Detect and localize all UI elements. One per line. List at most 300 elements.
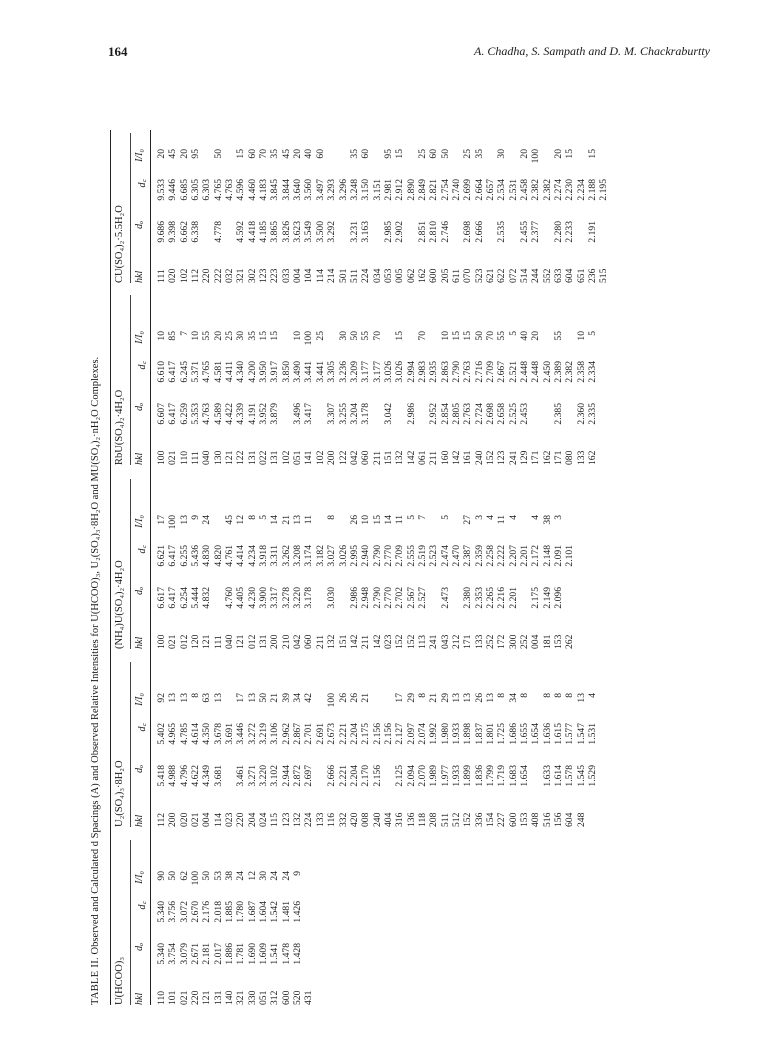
table-cell: 55	[496, 331, 508, 341]
table-cell: 2.986	[348, 587, 360, 609]
table-cell: 4.596	[235, 179, 247, 201]
table-cell: 3.497	[314, 179, 326, 201]
table-cell: 8	[496, 693, 508, 698]
table-cell: 131	[212, 990, 224, 1005]
table-cell: 060	[360, 450, 372, 465]
table-cell: 651	[575, 268, 587, 283]
table-cell: 1.836	[473, 765, 485, 787]
table-cell	[372, 149, 383, 171]
table-cell: 5.353	[190, 403, 202, 425]
table-cell: 34	[292, 693, 304, 703]
table-cell: 2.335	[587, 403, 599, 425]
table-cell: 1.886	[224, 943, 236, 965]
table-cell: 12	[246, 871, 258, 881]
table-cell: 5	[405, 515, 417, 520]
column-header-hkl: hkl	[134, 636, 145, 649]
table-cell: 2.201	[519, 545, 530, 567]
table-cell: 404	[382, 812, 394, 827]
table-cell: 120	[190, 634, 202, 649]
table-cell: 604	[564, 812, 576, 827]
table-cell: 1.992	[428, 723, 440, 745]
table-cell: 6.305	[190, 179, 202, 201]
table-cell: 10	[190, 331, 202, 341]
column-header-intensity: I/I₀	[134, 149, 145, 162]
table-cell: 5.402	[156, 723, 167, 745]
table-cell: 4.988	[167, 765, 179, 787]
table-cell: 2.940	[360, 545, 372, 567]
table-cell: 004	[292, 268, 304, 283]
table-cell: 2.170	[360, 765, 372, 787]
column-5-d-calc	[156, 179, 610, 215]
table-cell: 600	[507, 812, 519, 827]
column-2-intensity	[156, 693, 598, 715]
table-cell: 3.231	[348, 221, 360, 243]
table-cell: 27	[462, 515, 474, 525]
table-cell: 1.933	[450, 723, 462, 745]
table-cell: 012	[246, 634, 258, 649]
table-cell: 3.317	[269, 587, 281, 609]
table-cell: 1.478	[280, 943, 292, 965]
table-cell: 3.292	[326, 221, 338, 243]
table-cell: 3.204	[348, 403, 360, 425]
table-cell: 15	[587, 149, 599, 159]
table-cell: 2.453	[519, 403, 530, 425]
table-cell: 2.091	[553, 545, 565, 567]
table-cell: 6.417	[167, 587, 179, 609]
table-cell: 70	[484, 331, 496, 341]
table-cell: 3.900	[258, 587, 270, 609]
table-cell: 60	[360, 149, 372, 159]
table-cell: 2.697	[303, 765, 315, 787]
table-cell: 110	[156, 990, 167, 1005]
table-cell: 2.691	[314, 723, 326, 745]
table-cell: 129	[519, 450, 530, 465]
table-cell: 4.339	[235, 403, 247, 425]
table-cell: 2.534	[496, 179, 508, 201]
table-cell: 200	[167, 812, 179, 827]
table-cell: 2.175	[530, 587, 542, 609]
table-cell: 20	[519, 149, 530, 159]
table-cell: 2.125	[394, 765, 406, 787]
table-cell: 42	[303, 693, 315, 703]
table-cell: 162	[541, 450, 553, 465]
column-1-intensity	[156, 871, 303, 893]
table-cell: 3.072	[178, 901, 190, 923]
table-cell: 2.385	[553, 403, 565, 425]
table-cell: 1.780	[235, 901, 247, 923]
table-cell: 14	[269, 515, 281, 525]
table-cell: 15	[564, 149, 576, 159]
table-cell: 1.542	[269, 901, 281, 923]
table-cell: 1.683	[507, 765, 519, 787]
table-cell: 4.183	[258, 179, 270, 201]
table-cell: 4.230	[246, 587, 258, 609]
table-cell	[315, 765, 326, 801]
table-cell: 1.531	[587, 723, 599, 745]
table-cell: 633	[553, 268, 565, 283]
table-cell: 1.633	[541, 765, 553, 787]
table-cell: 1.719	[496, 765, 508, 787]
group-rule-4	[130, 295, 131, 465]
table-cell: 224	[360, 268, 372, 283]
table-cell	[542, 149, 553, 171]
table-cell: 3.293	[326, 179, 338, 201]
table-cell: 2.740	[450, 179, 462, 201]
group-title-2: U₂(SO₄)₃·8H₂O	[114, 760, 125, 827]
table-cell: 3.850	[280, 361, 292, 383]
table-cell: 2.470	[450, 545, 462, 567]
table-cell: 2.094	[405, 765, 417, 787]
table-cell: 4.592	[235, 221, 247, 243]
table-cell	[598, 221, 609, 257]
table-cell	[598, 149, 609, 171]
table-cell	[281, 331, 292, 353]
table-cell	[326, 331, 337, 353]
table-cell	[406, 331, 417, 353]
table-cell: 2.191	[587, 221, 599, 243]
table-cell: 5	[587, 331, 599, 336]
table-cell: 111	[190, 451, 202, 465]
table-cell: 034	[371, 268, 383, 283]
table-cell: 2.666	[473, 221, 485, 243]
table-cell: 1.885	[224, 901, 236, 923]
table-cell: 123	[496, 450, 508, 465]
table-cell: 240	[473, 450, 485, 465]
table-cell: 1.654	[519, 765, 530, 787]
table-cell: 55	[360, 331, 372, 341]
table-cell: 2.521	[507, 361, 519, 383]
table-cell: 171	[553, 450, 565, 465]
table-cell: 121	[224, 450, 236, 465]
table-cell	[428, 515, 439, 537]
table-cell	[326, 149, 337, 171]
table-cell: 3.640	[292, 179, 304, 201]
column-header-d-obs: dₒ	[134, 587, 145, 595]
table-cell: 30	[496, 149, 508, 159]
table-cell: 3.178	[303, 587, 315, 609]
table-cell: 123	[280, 812, 292, 827]
table-cell	[338, 149, 349, 171]
table-cell: 152	[394, 634, 406, 649]
group-rule-5	[130, 133, 131, 283]
table-cell: 70	[416, 331, 428, 341]
table-cell: 38	[224, 871, 236, 881]
table-cell: 30	[337, 331, 349, 341]
table-cell: 45	[280, 149, 292, 159]
table-cell: 6.617	[156, 587, 167, 609]
table-cell: 133	[473, 634, 485, 649]
table-cell: 223	[269, 268, 281, 283]
table-cell: 4.340	[235, 361, 247, 383]
table-cell: 8	[246, 515, 258, 520]
table-cell: 21	[360, 693, 372, 703]
column-header-d-calc: d꜀	[137, 545, 148, 554]
table-cell: 2.382	[564, 361, 576, 383]
table-cell: 312	[269, 990, 281, 1005]
table-cell	[451, 587, 462, 623]
table-cell: 123	[258, 268, 270, 283]
table-cell: 5.444	[190, 587, 202, 609]
table-cell: 102	[178, 268, 190, 283]
table-cell: 156	[553, 812, 565, 827]
table-cell: 3.678	[212, 723, 224, 745]
table-cell: 3.248	[348, 179, 360, 201]
table-cell: 2.821	[428, 179, 440, 201]
table-cell: 5	[258, 515, 270, 520]
table-cell: 043	[439, 634, 451, 649]
table-cell: 1.725	[496, 723, 508, 745]
table-cell: 262	[564, 634, 576, 649]
table-cell: 210	[280, 634, 292, 649]
table-cell: 4.405	[235, 587, 247, 609]
table-cell: 13	[178, 515, 190, 525]
table-cell: 3.262	[280, 545, 292, 567]
table-cell: 11	[394, 515, 406, 525]
table-cell: 101	[167, 990, 179, 1005]
table-cell: 2.018	[212, 901, 224, 923]
table-cell: 520	[292, 990, 304, 1005]
table-cell: 4.820	[212, 545, 224, 567]
table-cell: 3.865	[269, 221, 281, 243]
table-cell: 3.030	[326, 587, 338, 609]
table-cell	[315, 403, 326, 439]
table-cell: 3.178	[360, 403, 372, 425]
table-cell: 2.863	[439, 361, 451, 383]
table-cell: 021	[167, 634, 179, 649]
table-cell: 17	[235, 693, 247, 703]
table-cell: 6.417	[167, 545, 179, 567]
table-cell: 1.577	[564, 723, 576, 745]
table-cell: 154	[484, 812, 496, 827]
table-cell	[485, 221, 496, 257]
table-cell: 5.340	[156, 943, 167, 965]
table-cell: 241	[507, 450, 519, 465]
table-cell: 1.614	[553, 765, 565, 787]
table-cell: 3.844	[280, 179, 292, 201]
running-head: A. Chadha, S. Sampath and D. M. Chackraburtty	[474, 44, 710, 58]
table-cell: 3.441	[314, 361, 326, 383]
table-cell: 162	[587, 450, 599, 465]
table-cell: 102	[280, 450, 292, 465]
table-cell: 2.849	[416, 179, 428, 201]
table-cell: 515	[598, 268, 610, 283]
table-cell: 021	[178, 990, 190, 1005]
table-cell: 114	[212, 812, 224, 827]
table-cell: 26	[348, 693, 360, 703]
table-cell: 516	[541, 812, 553, 827]
table-cell: 4	[507, 515, 519, 520]
table-cell: 3.027	[326, 545, 338, 567]
table-cell: 45	[167, 149, 179, 159]
table-cell: 222	[212, 268, 224, 283]
table-cell: 4.965	[167, 723, 179, 745]
table-cell: 92	[156, 693, 167, 703]
column-header-d-calc: d꜀	[137, 723, 148, 732]
table-cell: 6.338	[190, 221, 202, 243]
column-header-d-calc: d꜀	[137, 361, 148, 370]
table-cell	[508, 149, 519, 171]
table-cell: 2.698	[484, 403, 496, 425]
table-cell: 3.220	[292, 587, 304, 609]
table-cell: 10	[292, 331, 304, 341]
table-cell: 50	[167, 871, 179, 881]
column-5-intensity	[156, 149, 610, 171]
table-cell	[519, 587, 530, 623]
table-cell: 70	[371, 331, 383, 341]
column-header-intensity: I/I₀	[134, 515, 145, 528]
table-cell: 2.519	[416, 545, 428, 567]
table-cell: 1.654	[530, 723, 542, 745]
table-cell: 15	[394, 149, 406, 159]
table-cell: 140	[224, 990, 236, 1005]
table-cell: 8	[326, 515, 338, 520]
table-cell: 4.765	[201, 361, 213, 383]
table-cell: 4.234	[246, 545, 258, 567]
table-cell: 220	[190, 990, 202, 1005]
table-cell	[519, 515, 530, 537]
table-cell: 040	[201, 450, 213, 465]
table-cell: 2.790	[371, 545, 383, 567]
table-cell: 4.796	[178, 765, 190, 787]
table-cell: 040	[224, 634, 236, 649]
table-cell: 2.667	[496, 361, 508, 383]
table-cell: 2.448	[530, 361, 542, 383]
table-cell: 50	[212, 149, 224, 159]
table-cell: 35	[269, 149, 281, 159]
table-cell: 511	[439, 812, 451, 827]
column-1-hkl	[156, 979, 315, 1005]
table-cell: 1.690	[246, 943, 258, 965]
table-cell: 021	[190, 812, 202, 827]
table-cell: 20	[292, 149, 304, 159]
table-cell: 6.610	[156, 361, 167, 383]
table-cell: 35	[246, 331, 258, 341]
table-cell: 2.770	[382, 545, 394, 567]
table-cell: 4.761	[224, 545, 236, 567]
table-cell: 118	[416, 812, 428, 827]
table-cell: 4.765	[212, 179, 224, 201]
table-cell: 25	[314, 331, 326, 341]
table-cell: 50	[258, 693, 270, 703]
table-cell: 131	[246, 450, 258, 465]
table-cell: 2.699	[462, 179, 474, 201]
table-cell: 512	[450, 812, 462, 827]
table-cell: 2.358	[575, 361, 587, 383]
table-cell: 2.149	[541, 587, 553, 609]
table-cell: 53	[212, 871, 224, 881]
table-cell: 4.581	[212, 361, 224, 383]
table-cell: 2.523	[428, 545, 440, 567]
column-4-d-obs	[156, 403, 598, 439]
table-cell: 2.948	[360, 587, 372, 609]
table-cell: 2.280	[553, 221, 565, 243]
table-cell: 005	[394, 268, 406, 283]
table-cell: 122	[337, 450, 349, 465]
table-cell: 2.754	[439, 179, 451, 201]
table-cell: 3.845	[269, 179, 281, 201]
table-cell: 1.578	[564, 765, 576, 787]
table-cell: 1.655	[519, 723, 530, 745]
table-cell: 6.607	[156, 403, 167, 425]
table-cell	[485, 149, 496, 171]
table-cell: 2.673	[326, 723, 338, 745]
table-cell: 241	[428, 634, 440, 649]
table-cell: 2.473	[439, 587, 451, 609]
table-cell	[564, 515, 575, 537]
table-cell: 211	[428, 450, 440, 465]
table-cell: 511	[348, 268, 360, 283]
table-cell: 25	[224, 331, 236, 341]
table-cell: 3.151	[371, 179, 383, 201]
table-cell: 2.525	[507, 403, 519, 425]
table-cell	[213, 587, 224, 623]
table-cell: 2.181	[201, 943, 213, 965]
table-cell: 3.102	[269, 765, 281, 787]
table-cell: 15	[450, 331, 462, 341]
table-cell: 2.387	[462, 545, 474, 567]
table-cell: 3.490	[292, 361, 304, 383]
table-cell: 224	[303, 812, 315, 827]
table-cell: 2.334	[587, 361, 599, 383]
table-cell: 3.756	[167, 901, 179, 923]
table-cell: 62	[178, 871, 190, 881]
table-cell: 2.867	[292, 723, 304, 745]
table-cell: 35	[473, 149, 485, 159]
table-cell: 9.446	[167, 179, 179, 201]
column-4-hkl	[156, 439, 598, 465]
table-cell: 3.754	[167, 943, 179, 965]
table-cell: 1.799	[484, 765, 496, 787]
table-cell: 2.450	[541, 361, 553, 383]
table-cell	[451, 221, 462, 257]
table-cell: 004	[201, 812, 213, 827]
table-cell: 111	[156, 269, 167, 283]
column-header-d-obs: dₒ	[134, 943, 145, 951]
table-cell: 7	[416, 515, 428, 520]
table-cell: 042	[348, 450, 360, 465]
table-cell: 2.555	[405, 545, 417, 567]
table-cell: 7	[178, 331, 190, 336]
table-cell: 3.174	[303, 545, 315, 567]
table-cell: 4.414	[235, 545, 247, 567]
table-cell: 2.204	[348, 765, 360, 787]
table-cell: 70	[258, 149, 270, 159]
table-cell: 3.177	[360, 361, 372, 383]
table-cell	[224, 765, 235, 801]
table-cell: 5.371	[190, 361, 202, 383]
table-cell: 100	[156, 634, 167, 649]
table-cell: 4.589	[212, 403, 224, 425]
table-cell: 2.101	[564, 545, 576, 567]
table-cell: 160	[439, 450, 451, 465]
table-cell: 3.681	[212, 765, 224, 787]
table-cell: 2.890	[405, 179, 417, 201]
table-cell: 3.278	[280, 587, 292, 609]
table-cell: 13	[484, 693, 496, 703]
table-cell: 11	[496, 515, 508, 525]
table-cell: 1.989	[428, 765, 440, 787]
table-cell: 2.455	[519, 221, 530, 243]
table-cell: 39	[280, 693, 292, 703]
table-cell	[417, 403, 428, 439]
column-header-d-obs: dₒ	[134, 221, 145, 229]
table-cell: 2.763	[462, 361, 474, 383]
table-cell: 2.096	[553, 587, 565, 609]
page-number: 164	[108, 44, 128, 59]
table-cell: 2.377	[530, 221, 542, 243]
column-2-d-obs	[156, 765, 598, 801]
table-cell: 2.274	[553, 179, 565, 201]
